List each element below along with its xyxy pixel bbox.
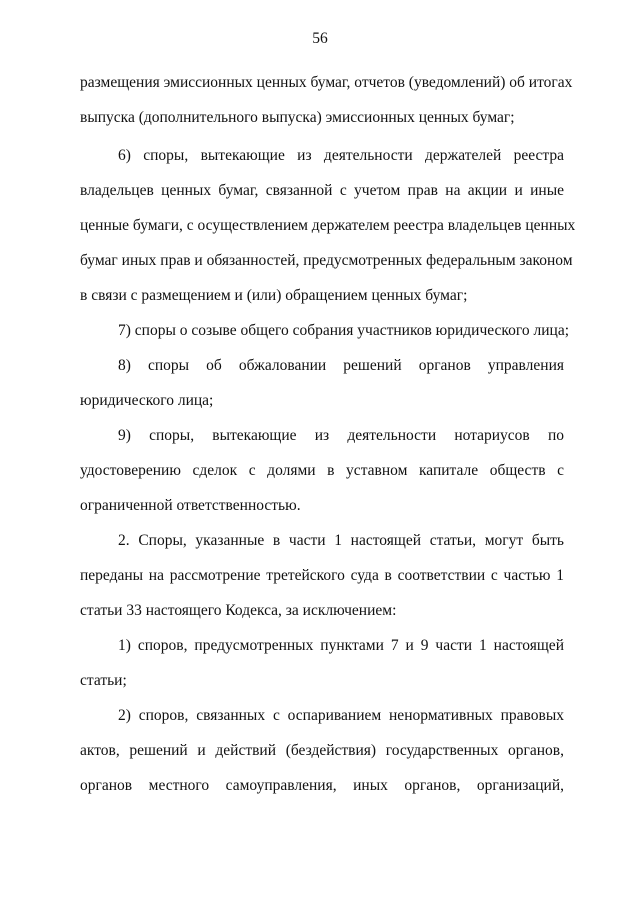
page-number: 56 [312,30,328,47]
text-line: 1) споров, предусмотренных пунктами 7 и 9 части 1 настоящей [118,637,564,654]
text-line: удостоверению сделок с долями в уставном капитале обществ с [80,462,564,479]
text-line: 8) споры об обжаловании решений органов управления [118,357,564,374]
text-line: 2) споров, связанных с оспариванием ненормативных правовых [118,707,564,724]
text-line: 6) споры, вытекающие из деятельности держателей реестра [118,147,564,164]
text-line: владельцев ценных бумаг, связанной с учетом прав на акции и иные [80,182,564,199]
text-line: статьи; [80,672,127,689]
text-line: ценные бумаги, с осуществлением держателем реестра владельцев ценных [80,217,576,234]
text-line: бумаг иных прав и обязанностей, предусмотренных федеральным законом [80,252,573,269]
text-line: юридического лица; [80,392,214,409]
text-line: ограниченной ответственностью. [80,497,301,514]
text-line: 2. Споры, указанные в части 1 настоящей статьи, могут быть [118,532,564,549]
text-line: переданы на рассмотрение третейского суда в соответствии с частью 1 [80,567,564,584]
text-line: выпуска (дополнительного выпуска) эмиссионных ценных бумаг; [80,109,515,126]
text-line: в связи с размещением и (или) обращением ценных бумаг; [80,287,468,304]
text-line: актов, решений и действий (бездействия) государственных органов, [80,742,564,759]
text-line: 9) споры, вытекающие из деятельности нотариусов по [118,427,564,444]
text-line: органов местного самоуправления, иных органов, организаций, [80,777,564,794]
text-line: статьи 33 настоящего Кодекса, за исключением: [80,602,397,619]
text-line: размещения эмиссионных ценных бумаг, отчетов (уведомлений) об итогах [80,74,573,91]
text-line: 7) споры о созыве общего собрания участников юридического лица; [118,322,570,339]
